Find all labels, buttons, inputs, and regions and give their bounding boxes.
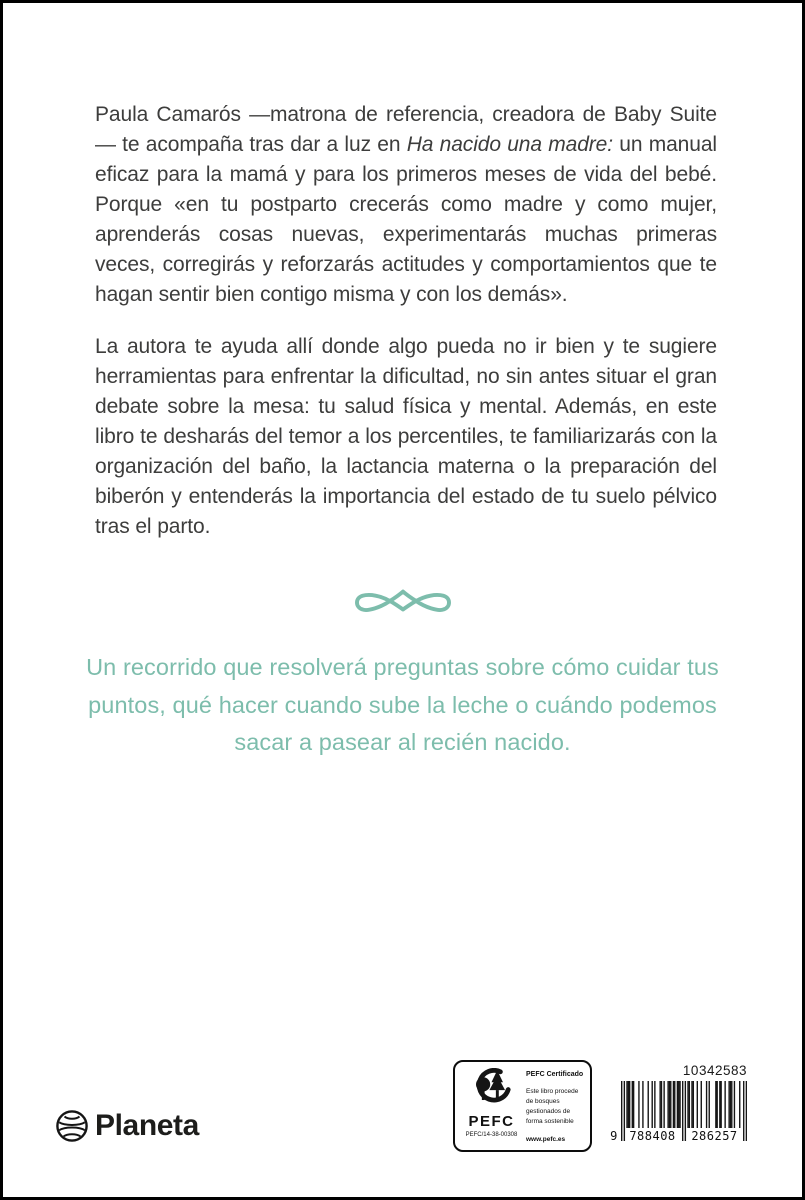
- pefc-url: www.pefc.es: [526, 1136, 566, 1144]
- isbn-digit-first: 9: [610, 1129, 618, 1143]
- synopsis-p1-post: un manual eficaz para la mamá y para los primeros meses de vida del bebé. Porque «en tu postparto crecerás como madre y como mujer, aprenderás cosas nuevas, experimentarás muchas primeras veces, corregirás y reforzarás actitudes y comportamientos que te hagan sentir bien contigo misma y con los demás».: [95, 133, 717, 306]
- pefc-description: Este libro procede de bosques gestionados de forma sostenible: [526, 1088, 579, 1126]
- pefc-logo-text: PEFC: [468, 1113, 515, 1130]
- pefc-title: PEFC Certificado: [526, 1071, 584, 1078]
- synopsis-p1-pre: Paula Camarós —matrona de referencia, creadora de Baby Suite— te acompaña tras dar a luz en: [95, 103, 717, 156]
- divider-ornament: [3, 587, 802, 619]
- isbn-group-2: 286257: [689, 1130, 740, 1143]
- barcode: [610, 1063, 747, 1143]
- synopsis-paragraph-2: La autora te ayuda allí donde algo pueda no ir bien y te sugiere herramientas para enfrentar la dificultad, no sin antes situar el gran debate sobre la mesa: tu salud física y mental. Además, en este libro te desharás del temor a los percentiles, te familiarizarás con la organización del baño, la lactancia materna o la preparación del biberón y entenderás la importancia del estado de tu suelo pélvico tras el parto.: [95, 335, 717, 538]
- publisher-name: Planeta: [95, 1109, 199, 1142]
- pefc-logo-column: [463, 1068, 520, 1145]
- synopsis: [95, 100, 717, 564]
- pefc-license-number: PEFC/14-38-00308: [465, 1132, 518, 1138]
- double-infinity-icon: [352, 587, 454, 614]
- pefc-text-column: [526, 1068, 584, 1145]
- publisher-logo: [55, 1109, 199, 1143]
- planeta-globe-icon: [55, 1109, 89, 1143]
- highlight-quote: Un recorrido que resolverá preguntas sobre cómo cuidar tus puntos, qué hacer cuando sube la leche o cuándo podemos sacar a pasear al recién nacido.: [86, 654, 719, 755]
- book-title-italic: Ha nacido una madre:: [406, 133, 613, 156]
- barcode-bars-area: [610, 1081, 747, 1143]
- pefc-trees-icon: [469, 1068, 515, 1108]
- isbn-group-1: 788408: [627, 1130, 678, 1143]
- pefc-certification-label: [453, 1060, 592, 1152]
- synopsis-paragraph-1: [95, 100, 717, 310]
- barcode-top-number: 10342583: [682, 1063, 747, 1078]
